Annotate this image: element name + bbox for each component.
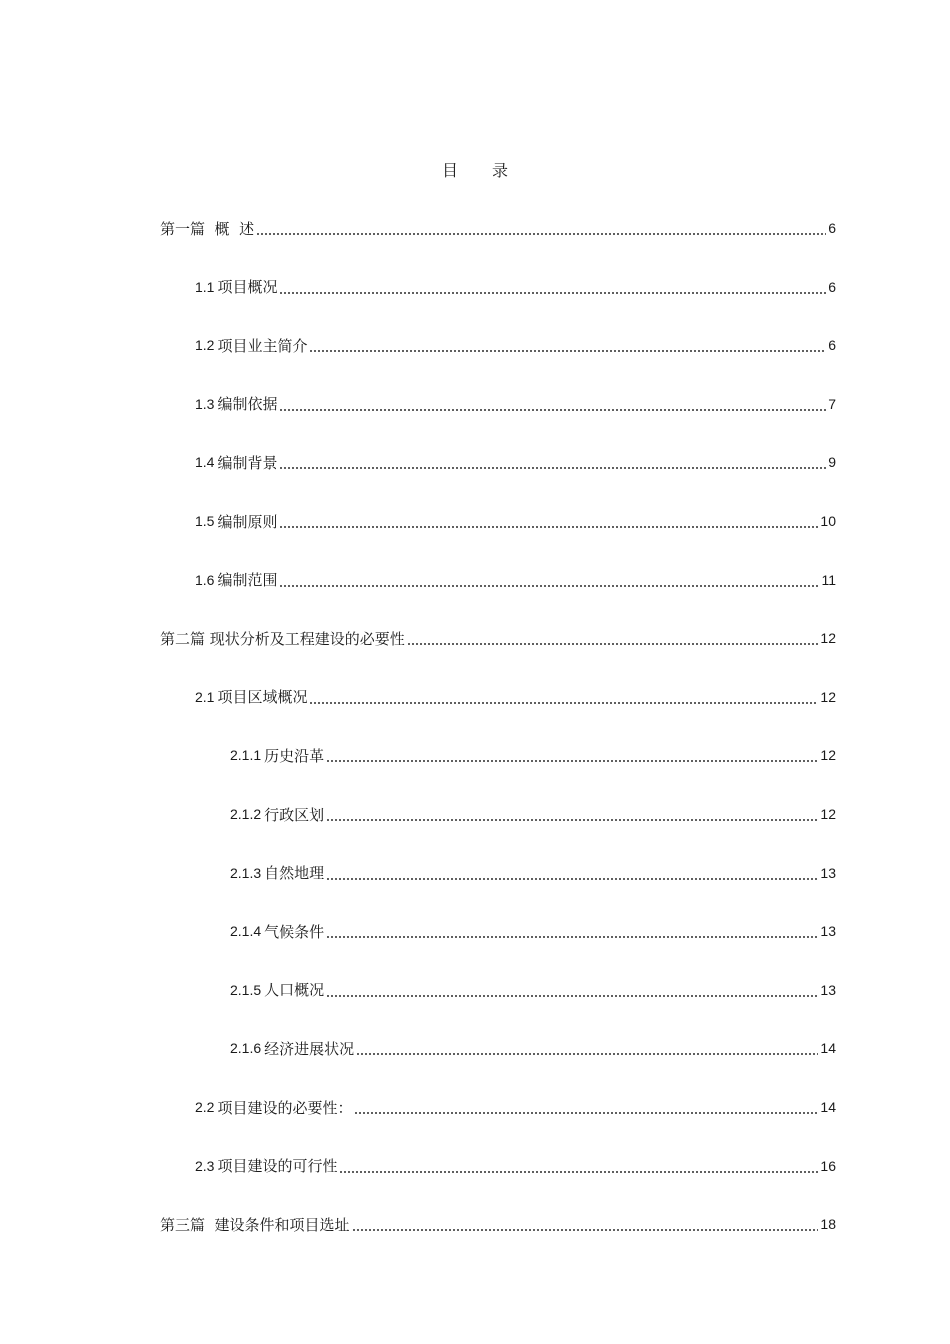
toc-entry-text: 经济进展状况 bbox=[264, 1039, 355, 1058]
toc-dot-leader bbox=[407, 643, 819, 645]
toc-page-number: 12 bbox=[820, 747, 836, 764]
toc-entry-text: 气候条件 bbox=[264, 922, 325, 941]
toc-entry-text: 自然地理 bbox=[264, 864, 325, 883]
toc-entry-text: 第二篇 现状分析及工程建设的必要性 bbox=[160, 629, 405, 648]
toc-dot-leader bbox=[356, 1053, 818, 1055]
toc-entry[interactable] bbox=[160, 210, 836, 246]
toc-dot-leader bbox=[339, 1171, 818, 1173]
toc-entry-text: 历史沿革 bbox=[264, 746, 325, 765]
toc-entry[interactable] bbox=[195, 562, 836, 598]
toc-page-number: 6 bbox=[828, 220, 836, 236]
toc-entry-number: 1.1 bbox=[195, 278, 215, 295]
toc-page-number: 10 bbox=[820, 513, 836, 529]
toc-page-number: 13 bbox=[820, 864, 836, 881]
toc-page-number: 13 bbox=[820, 981, 836, 998]
toc-entry[interactable] bbox=[230, 855, 836, 891]
toc-dot-leader bbox=[354, 1112, 818, 1114]
toc-dot-leader bbox=[279, 409, 826, 411]
toc-entry-text: 编制依据 bbox=[217, 395, 278, 414]
toc-entry-number: 1.6 bbox=[195, 571, 215, 588]
toc-dot-leader bbox=[279, 526, 818, 528]
toc-dot-leader bbox=[256, 233, 826, 235]
toc-entry[interactable] bbox=[160, 1206, 836, 1242]
toc-dot-leader bbox=[326, 878, 818, 880]
toc-entry-text: 编制背景 bbox=[217, 453, 278, 472]
toc-entry-number: 2.1.1 bbox=[230, 747, 262, 764]
toc-entry-number: 2.2 bbox=[195, 1099, 215, 1115]
toc-entry-text: 编制范围 bbox=[217, 571, 278, 590]
toc-page-number: 6 bbox=[828, 278, 836, 295]
toc-page-number: 11 bbox=[821, 571, 836, 588]
toc-entry-text: 第一篇 概 述 bbox=[160, 219, 255, 238]
toc-entry-text: 第三篇 建设条件和项目选址 bbox=[160, 1215, 350, 1234]
toc-page-number: 13 bbox=[820, 923, 836, 940]
toc-entry[interactable] bbox=[195, 269, 836, 305]
toc-dot-leader bbox=[326, 760, 818, 762]
toc-entry[interactable] bbox=[195, 1089, 836, 1125]
toc-page-number: 6 bbox=[828, 337, 836, 354]
toc-entry-number: 2.1.4 bbox=[230, 923, 262, 940]
toc-entry-number: 1.3 bbox=[195, 395, 215, 412]
toc-dot-leader bbox=[326, 819, 818, 821]
toc-page-number: 12 bbox=[820, 630, 836, 647]
toc-entry[interactable] bbox=[195, 444, 836, 480]
toc-entry-text: 项目区域概况 bbox=[217, 688, 308, 707]
toc-page-number: 14 bbox=[820, 1040, 836, 1057]
toc-page-number: 7 bbox=[828, 395, 836, 412]
toc-entry-number: 1.4 bbox=[195, 454, 215, 471]
toc-entry[interactable] bbox=[230, 737, 836, 773]
toc-entry[interactable] bbox=[230, 796, 836, 832]
toc-entry-text: 项目业主简介 bbox=[217, 336, 308, 355]
toc-entry-number: 1.2 bbox=[195, 337, 215, 354]
toc-entry-number: 2.1.2 bbox=[230, 806, 262, 822]
toc-dot-leader bbox=[279, 292, 826, 294]
toc-entry-number: 1.5 bbox=[195, 513, 215, 529]
toc-entry-number: 2.3 bbox=[195, 1157, 215, 1174]
toc-page-number: 14 bbox=[820, 1099, 836, 1115]
toc-entry[interactable] bbox=[195, 386, 836, 422]
toc-entry-text: 编制原则 bbox=[217, 512, 278, 531]
toc-entry-number: 2.1.6 bbox=[230, 1040, 262, 1057]
toc-entry-text: 人口概况 bbox=[264, 981, 325, 1000]
toc-dot-leader bbox=[352, 1229, 819, 1231]
toc-entry[interactable] bbox=[195, 503, 836, 539]
toc-entry[interactable] bbox=[160, 620, 836, 656]
toc-dot-leader bbox=[309, 702, 818, 704]
toc-page-number: 18 bbox=[820, 1216, 836, 1233]
toc-entry-text: 项目建设的必要性： bbox=[217, 1098, 353, 1117]
toc-entry[interactable] bbox=[195, 679, 836, 715]
toc-entry-number: 2.1.5 bbox=[230, 981, 262, 998]
toc-page-number: 16 bbox=[820, 1157, 836, 1174]
toc-entry-text: 项目概况 bbox=[217, 278, 278, 297]
toc-entry-number: 2.1 bbox=[195, 688, 215, 705]
toc-page-number: 12 bbox=[820, 688, 836, 705]
toc-page-number: 9 bbox=[828, 454, 836, 471]
toc-entry[interactable] bbox=[195, 327, 836, 363]
toc-entry[interactable] bbox=[195, 1148, 836, 1184]
toc-entry[interactable] bbox=[230, 972, 836, 1008]
toc-dot-leader bbox=[279, 585, 819, 587]
toc-dot-leader bbox=[326, 995, 818, 997]
toc-page-number: 12 bbox=[820, 806, 836, 822]
toc-entry-text: 项目建设的可行性 bbox=[217, 1157, 338, 1176]
toc-title: 目录 bbox=[441, 161, 542, 180]
toc-dot-leader bbox=[279, 467, 826, 469]
toc-dot-leader bbox=[309, 350, 826, 352]
toc-entry[interactable] bbox=[230, 1030, 836, 1066]
toc-dot-leader bbox=[326, 936, 818, 938]
toc-entry[interactable] bbox=[230, 913, 836, 949]
toc-entry-text: 行政区划 bbox=[264, 805, 325, 824]
toc-entry-number: 2.1.3 bbox=[230, 864, 262, 881]
